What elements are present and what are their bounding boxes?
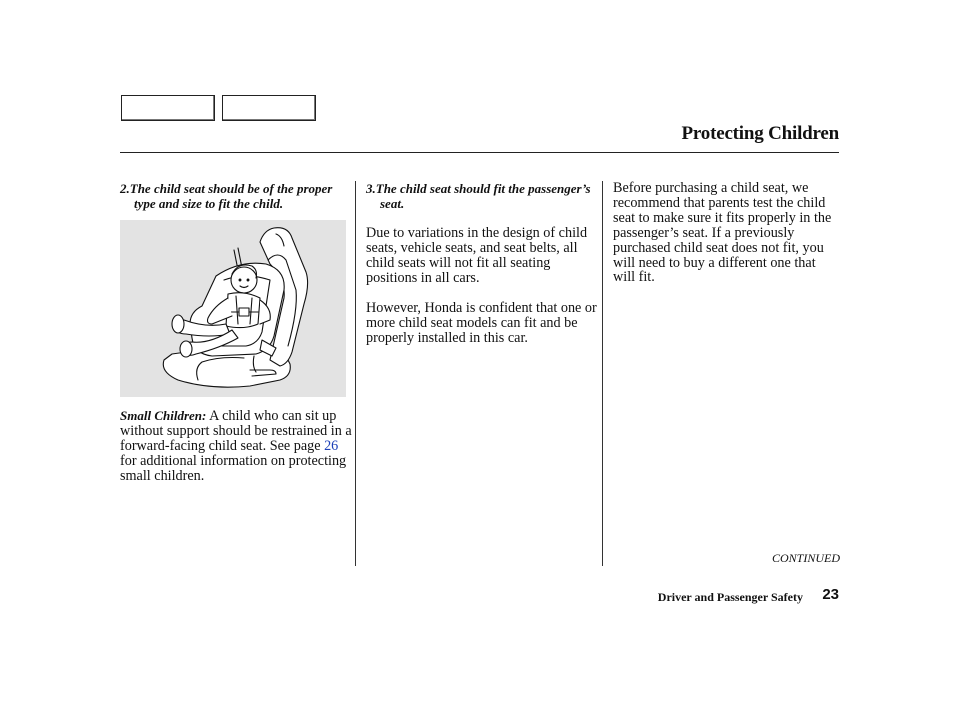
column-3 (613, 181, 841, 285)
nav-button-next[interactable] (222, 95, 316, 121)
nav-button-previous[interactable] (121, 95, 215, 121)
continued-label: CONTINUED (771, 551, 840, 565)
honda-confident-paragraph: However, Honda is confident that one or more child seat models can fit and be properly installed in this car. (366, 299, 597, 346)
variations-paragraph: Due to variations in the design of child seats, vehicle seats, and seat belts, all child seats will not fit all seating positions in all cars. (366, 225, 588, 287)
footer-section-title: Driver and Passenger Safety (657, 590, 803, 604)
small-children-paragraph (120, 409, 352, 484)
item-2-text: The child seat should be of the proper type and size to fit the child. (129, 181, 333, 212)
small-children-text: A child who can sit up without support should be restrained in a forward-facing child seat. See page (120, 408, 352, 455)
column-divider-1 (355, 181, 356, 566)
column-2 (366, 181, 598, 346)
item-3-heading (366, 181, 598, 211)
page-26-link[interactable]: 26 (324, 438, 339, 455)
page-title: Protecting Children (681, 123, 839, 144)
page-number: 23 (822, 586, 839, 603)
small-children-text-end: for additional information on protecting small children. (120, 453, 347, 485)
item-3-number: 3. (366, 181, 376, 196)
child-seat-drawing (120, 220, 346, 397)
column-divider-2 (602, 181, 603, 566)
header-divider (120, 152, 839, 153)
small-children-label: Small Children: (120, 408, 207, 424)
column-1 (120, 181, 352, 484)
item-2-number: 2. (120, 181, 130, 196)
child-seat-illustration (120, 220, 346, 397)
item-3-text: The child seat should fit the passenger’s seat. (375, 181, 591, 212)
before-purchasing-paragraph: Before purchasing a child seat, we recommend that parents test the child seat to make sure it fits properly in the passenger’s seat. If a previously purchased child seat does not fit, you will need to buy a different one that will fit. (613, 180, 832, 286)
item-2-heading (120, 181, 352, 211)
